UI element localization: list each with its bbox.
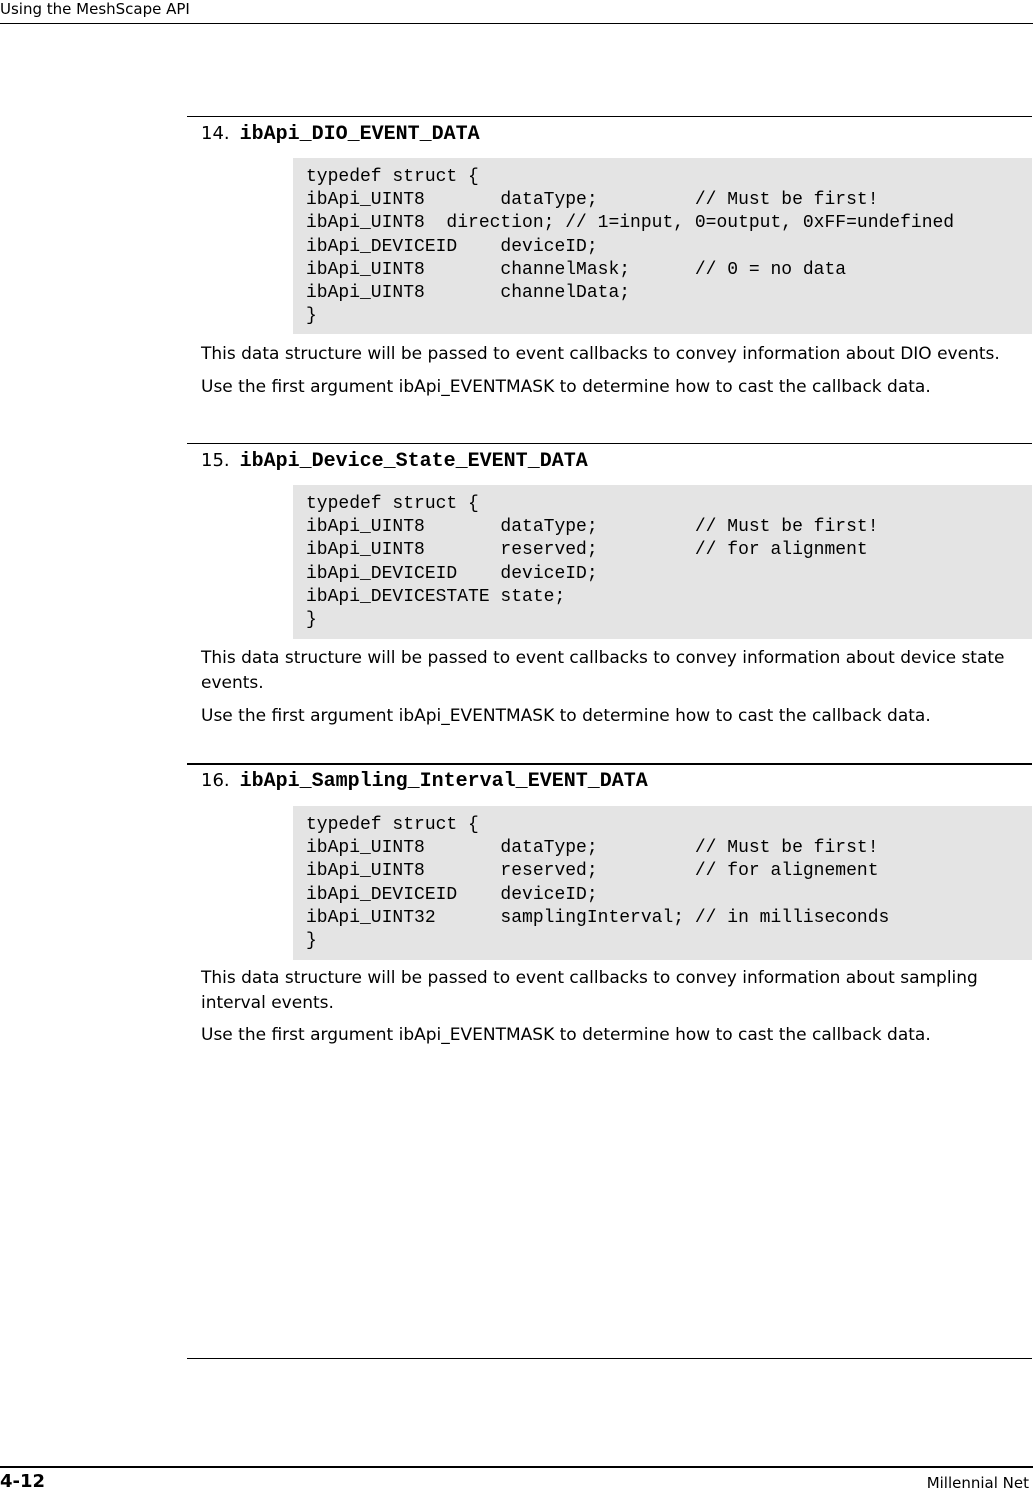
section-rule <box>187 116 1032 117</box>
code-line: ibApi_UINT8 dataType; // Must be first! <box>306 838 879 859</box>
code-line: ibApi_UINT8 reserved; // for alignment <box>306 540 868 561</box>
section-16 <box>187 763 1032 1063</box>
code-block <box>293 158 1032 334</box>
footer-rule <box>0 1466 1033 1468</box>
section-rule <box>187 763 1032 765</box>
usage-paragraph: Use the first argument ibApi_EVENTMASK to determine how to cast the callback data. <box>201 1025 931 1045</box>
code-line: ibApi_UINT32 samplingInterval; // in milliseconds <box>306 907 890 928</box>
section-heading <box>201 122 480 147</box>
code-line: ibApi_UINT8 reserved; // for alignement <box>306 861 879 882</box>
code-line: ibApi_DEVICEID deviceID; <box>306 884 598 905</box>
description-paragraph: This data structure will be passed to event callbacks to convey information about device state events. <box>201 648 1005 693</box>
code-line: } <box>306 610 317 631</box>
page-number: 4-12 <box>0 1471 46 1492</box>
section-title: ibApi_Device_State_EVENT_DATA <box>239 450 588 473</box>
section-15 <box>187 443 1032 743</box>
section-number: 16. <box>201 770 230 791</box>
code-line: ibApi_DEVICESTATE state; <box>306 586 566 607</box>
code-line: ibApi_DEVICEID deviceID; <box>306 563 598 584</box>
code-line: ibApi_UINT8 channelData; <box>306 283 631 304</box>
bottom-rule <box>187 1358 1032 1359</box>
code-line: ibApi_DEVICEID deviceID; <box>306 236 598 257</box>
code-line: ibApi_UINT8 channelMask; // 0 = no data <box>306 259 847 280</box>
code-line: typedef struct { <box>306 494 479 514</box>
section-number: 14. <box>201 123 230 144</box>
code-line: typedef struct { <box>306 167 479 187</box>
code-line: } <box>306 931 317 952</box>
header-rule <box>0 23 1033 24</box>
section-heading <box>201 449 588 474</box>
section-title: ibApi_DIO_EVENT_DATA <box>239 123 480 146</box>
code-line: ibApi_UINT8 dataType; // Must be first! <box>306 517 879 538</box>
description-paragraph: This data structure will be passed to event callbacks to convey information about sampling interval events. <box>201 968 978 1013</box>
section-14 <box>187 116 1032 406</box>
section-heading <box>201 769 648 794</box>
code-line: ibApi_UINT8 dataType; // Must be first! <box>306 190 879 211</box>
usage-paragraph: Use the first argument ibApi_EVENTMASK to determine how to cast the callback data. <box>201 706 931 726</box>
footer-brand: Millennial Net <box>926 1474 1029 1492</box>
code-block <box>293 485 1032 639</box>
section-title: ibApi_Sampling_Interval_EVENT_DATA <box>239 770 648 793</box>
running-header: Using the MeshScape API <box>0 0 190 18</box>
code-line: typedef struct { <box>306 815 479 835</box>
code-line: ibApi_UINT8 direction; // 1=input, 0=output, 0xFF=undefined <box>306 213 955 234</box>
section-rule <box>187 443 1032 444</box>
usage-paragraph: Use the first argument ibApi_EVENTMASK to determine how to cast the callback data. <box>201 377 931 397</box>
description-paragraph: This data structure will be passed to event callbacks to convey information about DIO events. <box>201 344 1000 364</box>
code-line: } <box>306 306 317 327</box>
code-block <box>293 806 1032 960</box>
section-number: 15. <box>201 450 230 471</box>
